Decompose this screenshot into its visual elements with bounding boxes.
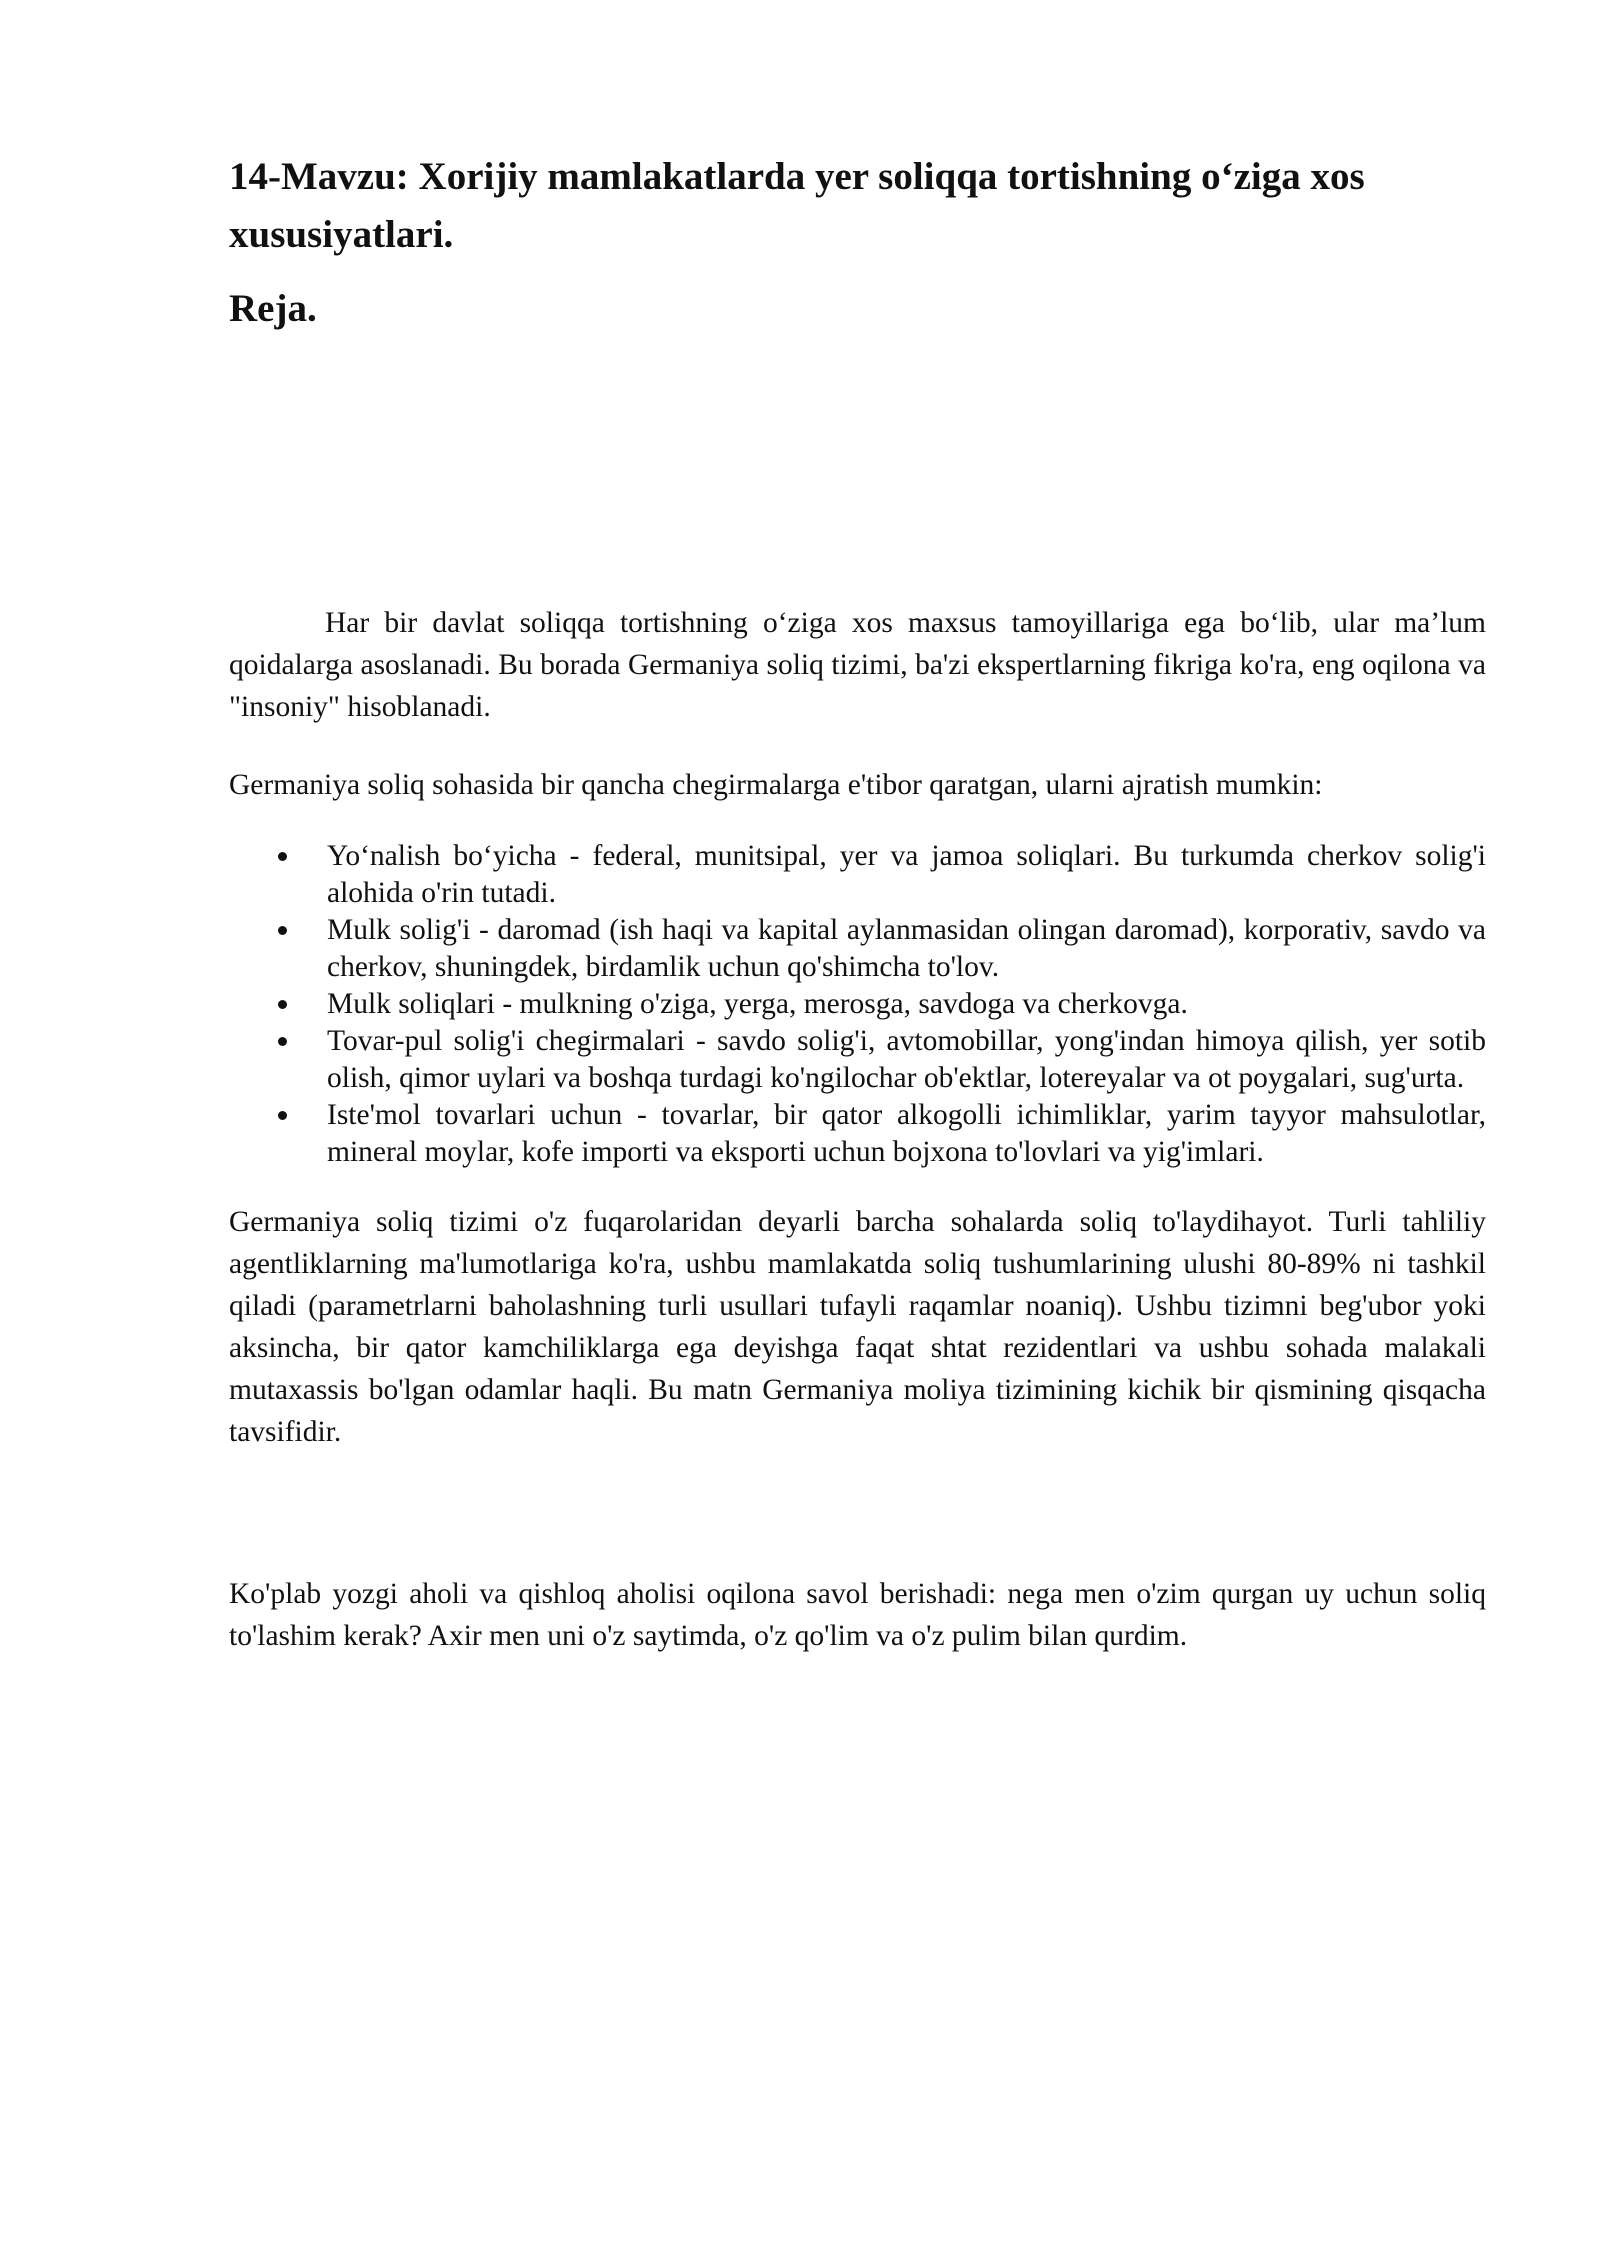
bullet-icon (278, 852, 287, 861)
list-item-text: Iste'mol tovarlari uchun - tovarlar, bir qator alkogolli ichimliklar, yarim tayyor mahsulotlar, mineral moylar, kofe importi va eksporti uchun bojxona to'lovlari va yig'imlari. (327, 1099, 1486, 1168)
document-body (229, 148, 1486, 1657)
bullet-icon (278, 1000, 287, 1009)
list-item (229, 986, 1486, 1023)
bullet-icon (278, 926, 287, 935)
list-item (229, 1097, 1486, 1171)
bullet-icon (278, 1111, 287, 1120)
deductions-lead-paragraph: Germaniya soliq sohasida bir qancha chegirmalarga e'tibor qaratgan, ularni ajratish mumkin: (229, 769, 1323, 801)
list-item-text: Yo‘nalish bo‘yicha - federal, munitsipal, yer va jamoa soliqlari. Bu turkumda cherkov solig'i alohida o'rin tutadi. (327, 840, 1486, 909)
tax-system-paragraph: Germaniya soliq tizimi o'z fuqarolaridan deyarli barcha sohalarda soliq to'laydihayot. Turli tahliliy agentliklarning ma'lumotlariga ko'ra, ushbu mamlakatda soliq tushumlarining ulushi 80-89% ni tashkil qiladi (parametrlarni baholashning turli usullari tufayli raqamlar noaniq). Ushbu tizimni beg'ubor yoki aksincha, bir qator kamchiliklarga ega deyishga faqat shtat rezidentlari va ushbu sohada malakali mutaxassis bo'lgan odamlar haqli. Bu matn Germaniya moliya tizimining kichik bir qismining qisqacha tavsifidir. (229, 1206, 1486, 1448)
list-item-text: Mulk soliqlari - mulkning o'ziga, yerga, merosga, savdoga va cherkovga. (327, 988, 1188, 1020)
plan-heading: Reja. (229, 287, 317, 330)
list-item-text: Tovar-pul solig'i chegirmalari - savdo solig'i, avtomobillar, yong'indan himoya qilish, yer sotib olish, qimor uylari va boshqa turdagi ko'ngilochar ob'ektlar, lotereyalar va ot poygalari, sug'urta. (327, 1025, 1486, 1094)
intro-paragraph: Har bir davlat soliqqa tortishning o‘ziga xos maxsus tamoyillariga ega bo‘lib, ular ma’lum qoidalarga asoslanadi. Bu borada Germaniya soliq tizimi, ba'zi ekspertlarning fikriga ko'ra, eng oqilona va "insoniy" hisoblanadi. (229, 607, 1486, 723)
list-item (229, 1023, 1486, 1097)
list-item (229, 912, 1486, 986)
deductions-list (229, 838, 1486, 1171)
document-title: 14-Mavzu: Xorijiy mamlakatlarda yer soliqqa tortishning o‘ziga xos xususiyatlari. (229, 155, 1365, 256)
rural-question-paragraph: Ko'plab yozgi aholi va qishloq aholisi oqilona savol berishadi: nega men o'zim qurgan uy uchun soliq to'lashim kerak? Axir men uni o'z saytimda, o'z qo'lim va o'z pulim bilan qurdim. (229, 1578, 1486, 1652)
list-item (229, 838, 1486, 912)
bullet-icon (278, 1037, 287, 1046)
list-item-text: Mulk solig'i - daromad (ish haqi va kapital aylanmasidan olingan daromad), korporativ, savdo va cherkov, shuningdek, birdamlik uchun qo'shimcha to'lov. (327, 914, 1486, 983)
